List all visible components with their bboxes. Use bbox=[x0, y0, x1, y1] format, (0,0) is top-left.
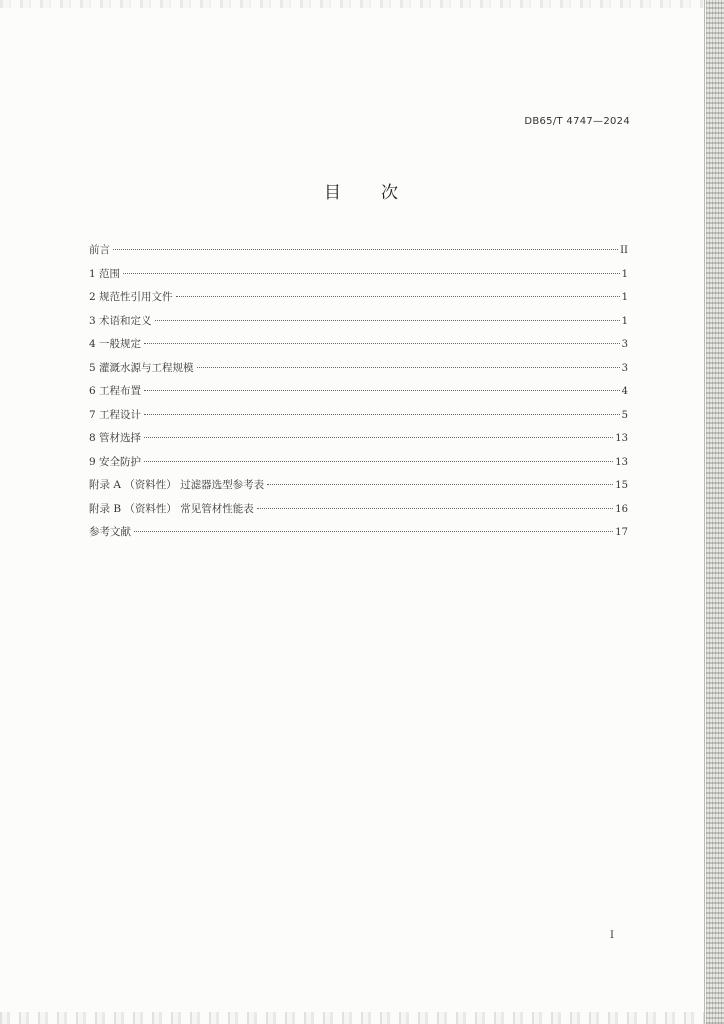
scan-edge-bottom bbox=[0, 1012, 724, 1024]
toc-entry-label: 8 管材选择 bbox=[89, 432, 142, 444]
scan-edge-top bbox=[0, 0, 724, 8]
toc-entry-layout[interactable] bbox=[89, 383, 628, 407]
toc-entry-page: II bbox=[620, 245, 628, 256]
toc-entry-page: 13 bbox=[615, 456, 628, 468]
toc-leader-dots bbox=[144, 343, 620, 344]
toc-entry-label: 4 一般规定 bbox=[89, 338, 142, 350]
toc-entry-scope[interactable] bbox=[89, 266, 628, 290]
toc-leader-dots bbox=[257, 508, 614, 509]
toc-entry-page: 17 bbox=[615, 527, 628, 538]
toc-entry-terms-definitions[interactable] bbox=[89, 313, 628, 337]
toc-entry-general-provisions[interactable] bbox=[89, 336, 628, 360]
toc-entry-page: 13 bbox=[615, 433, 628, 444]
toc-entry-page: 1 bbox=[621, 292, 628, 303]
toc-entry-page: 3 bbox=[621, 362, 628, 374]
document-code: DB65/T 4747—2024 bbox=[524, 116, 630, 127]
toc-leader-dots bbox=[113, 249, 618, 250]
toc-entry-label: 附录 B （资料性） 常见管材性能表 bbox=[89, 502, 254, 515]
toc-entry-pipe-selection[interactable] bbox=[89, 430, 628, 454]
toc-entry-label: 9 安全防护 bbox=[89, 455, 142, 468]
toc-entry-label: 5 灌溉水源与工程规模 bbox=[89, 361, 194, 374]
toc-leader-dots bbox=[123, 273, 620, 274]
toc-entry-label: 7 工程设计 bbox=[89, 408, 142, 421]
toc-leader-dots bbox=[134, 531, 613, 532]
toc-entry-normative-references[interactable] bbox=[89, 289, 628, 313]
toc-entry-label: 2 规范性引用文件 bbox=[89, 291, 173, 303]
scan-edge-line bbox=[704, 0, 705, 1024]
toc-title-part1: 目 bbox=[324, 183, 343, 203]
scan-edge-right bbox=[706, 0, 724, 1024]
toc-leader-dots bbox=[144, 461, 613, 462]
toc-leader-dots bbox=[176, 296, 620, 297]
toc-entry-page: 5 bbox=[621, 409, 628, 421]
toc-leader-dots bbox=[144, 414, 620, 415]
toc-entry-page: 1 bbox=[621, 315, 628, 327]
toc-entry-safety[interactable] bbox=[89, 454, 628, 478]
toc-entry-label: 参考文献 bbox=[89, 526, 131, 538]
toc-entry-page: 1 bbox=[621, 268, 628, 280]
toc-list bbox=[89, 242, 628, 548]
toc-entry-water-source[interactable] bbox=[89, 360, 628, 384]
toc-entry-label: 1 范围 bbox=[89, 267, 121, 280]
toc-leader-dots bbox=[144, 390, 620, 391]
toc-entry-label: 6 工程布置 bbox=[89, 385, 142, 397]
toc-leader-dots bbox=[155, 320, 620, 321]
toc-entry-bibliography[interactable] bbox=[89, 524, 628, 548]
toc-title bbox=[0, 178, 724, 203]
toc-entry-page: 4 bbox=[621, 386, 628, 397]
toc-entry-page: 3 bbox=[621, 339, 628, 350]
toc-entry-page: 15 bbox=[615, 480, 628, 491]
toc-title-part2: 次 bbox=[381, 183, 400, 203]
toc-leader-dots bbox=[144, 437, 613, 438]
toc-entry-page: 16 bbox=[615, 503, 628, 515]
toc-entry-label: 3 术语和定义 bbox=[89, 314, 152, 327]
page-number: I bbox=[610, 930, 614, 941]
toc-leader-dots bbox=[197, 367, 620, 368]
toc-entry-foreword[interactable] bbox=[89, 242, 628, 266]
toc-leader-dots bbox=[267, 484, 613, 485]
toc-entry-design[interactable] bbox=[89, 407, 628, 431]
toc-entry-appendix-b[interactable] bbox=[89, 501, 628, 525]
toc-entry-appendix-a[interactable] bbox=[89, 477, 628, 501]
toc-entry-label: 前言 bbox=[89, 244, 110, 256]
toc-entry-label: 附录 A （资料性） 过滤器选型参考表 bbox=[89, 479, 265, 491]
